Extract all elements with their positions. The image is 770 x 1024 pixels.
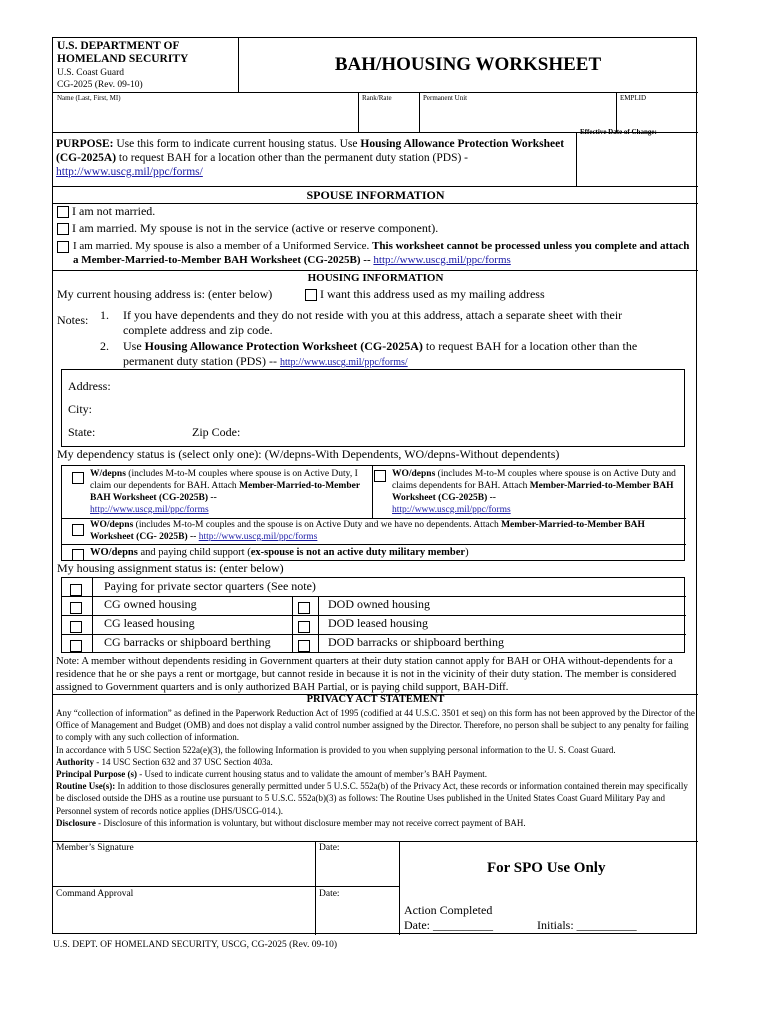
member-date-field[interactable] — [319, 856, 395, 884]
footer: U.S. DEPT. OF HOMELAND SECURITY, USCG, CG-2025 (Rev. 09-10) — [53, 940, 338, 950]
spouse-option-military: I am married. My spouse is also a member of a Uniformed Service. This worksheet cannot be processed unless you complete and attach a Member-Married-to-Member BAH Worksheet (CG-2025B) -- http://www.uscg.mil/ppc/forms — [73, 240, 690, 266]
address-label: Address: — [68, 379, 111, 393]
city-label: City: — [68, 402, 93, 416]
member-date-label: Date: — [319, 843, 340, 853]
privacy-disclosure: Disclosure - Disclosure of this information is voluntary, but without disclosure member may not receive correct payment of BAH. — [56, 817, 526, 828]
wo-depns-checkbox[interactable] — [374, 467, 386, 485]
state-label: State: — [68, 425, 96, 439]
dod-barracks-checkbox[interactable] — [298, 637, 310, 655]
private-quarters-label: Paying for private sector quarters (See note) — [104, 579, 316, 593]
city-input[interactable] — [112, 402, 672, 418]
cg-owned-checkbox[interactable] — [70, 599, 82, 617]
purpose-forms-link[interactable]: http://www.uscg.mil/ppc/forms/ — [56, 166, 203, 178]
mailing-address-option[interactable]: I want this address used as my mailing address — [305, 287, 545, 302]
initials-field[interactable]: Initials: __________ — [537, 918, 637, 932]
privacy-authority: Authority - 14 USC Section 632 and 37 USC Section 403a. — [56, 756, 273, 767]
note-1: If you have dependents and they do not reside with you at this address, attach a separate sheet with their complete address and zip code. — [123, 308, 623, 337]
effective-date-label: Effective Date of Change: — [580, 128, 657, 136]
wo-depns-mtm-checkbox[interactable] — [72, 521, 84, 539]
cg-leased-checkbox[interactable] — [70, 618, 82, 636]
emplid-label: EMPLID — [620, 94, 647, 102]
spo-use-only: For SPO Use Only — [487, 860, 606, 876]
dod-leased-label: DOD leased housing — [328, 616, 428, 630]
spouse-option-military-box[interactable] — [57, 238, 65, 256]
dod-owned-checkbox[interactable] — [298, 599, 310, 617]
wo-depns-mtm-option: WO/depns (includes M-to-M couples and the spouse is on Active Duty and we have no dependents. Attach Member-Married-to-Member BAH Worksheet (CG- 2025B) -- http://www.uscg.mil/ppc/forms — [90, 520, 645, 542]
spouse-military-checkbox[interactable] — [57, 241, 69, 253]
note-1-number: 1. — [100, 308, 109, 322]
name-field[interactable] — [57, 104, 357, 132]
privacy-routine-use: Routine Use(s): In addition to those disclosures generally permitted under 5 U.S.C. 552a(b) of the Privacy Act, these records or information contained therein may specifically be disclosed outside the DHS as a routine use pursuant to 5 U.S.C. 552a(b)(3) as follows: The Routine Uses published in the United States Coast Guard Military Pay and Personnel system of records notice applies (DHS/USCG-014.). — [56, 781, 688, 816]
wo-depns-child-support-option: WO/depns and paying child support (ex-spouse is not an active duty military member) — [90, 547, 469, 558]
notes-label: Notes: — [57, 313, 89, 327]
dependency-box — [61, 465, 685, 561]
cg2025a-link[interactable]: http://www.uscg.mil/ppc/forms/ — [279, 357, 408, 368]
effective-date-field[interactable] — [580, 142, 695, 184]
action-date-field[interactable]: Date: __________ — [404, 918, 493, 932]
address-input[interactable] — [132, 379, 672, 395]
w-depns-option: W/depns (includes M-to-M couples where spouse is on Active Duty, I claim our dependents for BAH. Attach Member-Married-to-Member BAH Worksheet (CG-2025B) -- http://www.uscg.mil/ppc/forms — [90, 469, 360, 515]
wo-depns-mtm-link[interactable]: http://www.uscg.mil/ppc/forms — [198, 532, 318, 542]
note-2-number: 2. — [100, 339, 109, 353]
assignment-box — [61, 577, 685, 653]
form-title: BAH/HOUSING WORKSHEET — [334, 54, 602, 75]
not-married-checkbox[interactable] — [57, 206, 69, 218]
privacy-purpose: Principal Purpose (s) - Used to indicate current housing status and to validate the amount of member’s BAH Payment. — [56, 769, 488, 780]
mtm-forms-link[interactable]: http://www.uscg.mil/ppc/forms — [373, 254, 511, 266]
spouse-heading: SPOUSE INFORMATION — [306, 188, 445, 202]
cg-barracks-checkbox[interactable] — [70, 637, 82, 655]
action-completed-label: Action Completed — [404, 903, 493, 917]
member-signature-field[interactable] — [56, 856, 311, 884]
w-depns-checkbox[interactable] — [72, 469, 84, 487]
department-name: U.S. DEPARTMENT OF HOMELAND SECURITY — [57, 40, 189, 65]
name-label: Name (Last, First, MI) — [57, 94, 121, 102]
purpose-text: PURPOSE: Use this form to indicate current housing status. Use Housing Allowance Protection Worksheet (CG-2025A) to request BAH for a location other than the permanent duty station (PDS) - http://www.uscg.mil/ppc/forms/ — [56, 138, 565, 178]
cg-barracks-label: CG barracks or shipboard berthing — [104, 635, 271, 649]
dependency-prompt: My dependency status is (select only one): (W/depns-With Dependents, WO/depns-Without dependents) — [57, 447, 560, 461]
privacy-paragraph-2: In accordance with 5 USC Section 522a(e)(3), the following Information is provided to you when supplying personal information to the U. S. Coast Guard. — [56, 744, 616, 755]
privacy-heading: PRIVACY ACT STATEMENT — [306, 694, 445, 705]
note-2: Use Housing Allowance Protection Worksheet (CG-2025A) to request BAH for a location other than the permanent duty station (PDS) -- http://www.uscg.mil/ppc/forms/ — [123, 339, 638, 368]
w-depns-link[interactable]: http://www.uscg.mil/ppc/forms — [90, 505, 209, 515]
private-quarters-checkbox[interactable] — [70, 581, 82, 599]
zip-label: Zip Code: — [192, 425, 241, 439]
state-input[interactable] — [112, 425, 182, 441]
dod-barracks-label: DOD barracks or shipboard berthing — [328, 635, 504, 649]
command-approval-label: Command Approval — [56, 889, 134, 899]
unit-label: Permanent Unit — [423, 94, 468, 102]
agency-name: U.S. Coast Guard — [57, 68, 125, 78]
spouse-option-civilian[interactable]: I am married. My spouse is not in the service (active or reserve component). — [57, 221, 438, 236]
cg-leased-label: CG leased housing — [104, 616, 195, 630]
address-prompt: My current housing address is: (enter below) — [57, 287, 273, 301]
dod-owned-label: DOD owned housing — [328, 597, 430, 611]
wo-depns-link[interactable]: http://www.uscg.mil/ppc/forms — [392, 505, 511, 515]
spouse-civilian-checkbox[interactable] — [57, 223, 69, 235]
form-number: CG-2025 (Rev. 09-10) — [57, 80, 143, 90]
assignment-prompt: My housing assignment status is: (enter below) — [57, 561, 284, 575]
dod-leased-checkbox[interactable] — [298, 618, 310, 636]
housing-heading: HOUSING INFORMATION — [307, 272, 444, 284]
member-signature-label: Member’s Signature — [56, 843, 134, 853]
command-date-field[interactable] — [319, 902, 395, 932]
command-date-label: Date: — [319, 889, 340, 899]
rank-field[interactable] — [362, 104, 417, 132]
housing-note: Note: A member without dependents residing in Government quarters at their duty station cannot apply for BAH or OHA without-dependents for a residence that he or she pays a rent or mortgage, but cannot reside in because it is not in the vicinity of their duty station. The member is considered assigned to Government quarters and is only authorized BAH Partial, or is paying child support, BAH-Diff. — [56, 656, 677, 694]
zip-input[interactable] — [252, 425, 402, 441]
wo-depns-option: WO/depns (includes M-to-M couples where spouse is on Active Duty and claims dependents for BAH. Attach Member-Married-to-Member BAH Worksheet (CG-2025B) -- http://www.uscg.mil/ppc/forms — [392, 469, 676, 515]
address-box — [61, 369, 685, 447]
cg-owned-label: CG owned housing — [104, 597, 197, 611]
spouse-option-not-married[interactable]: I am not married. — [57, 204, 155, 219]
mailing-address-checkbox[interactable] — [305, 289, 317, 301]
command-approval-field[interactable] — [56, 902, 311, 932]
rank-label: Rank/Rate — [362, 94, 392, 102]
privacy-statement — [56, 707, 696, 829]
privacy-paragraph-1: Any “collection of information” as defined in the Paperwork Reduction Act of 1995 (codified at 44 U.S.C. 3501 et seq) on this form has not been approved by the Director of the Office of Management and Budget (OMB) and does not display a valid control number assigned by the Director. Therefore, no person shall be subject to any penalty for failing to comply with any such collection of information. — [56, 708, 695, 743]
worksheet-form — [52, 37, 697, 934]
